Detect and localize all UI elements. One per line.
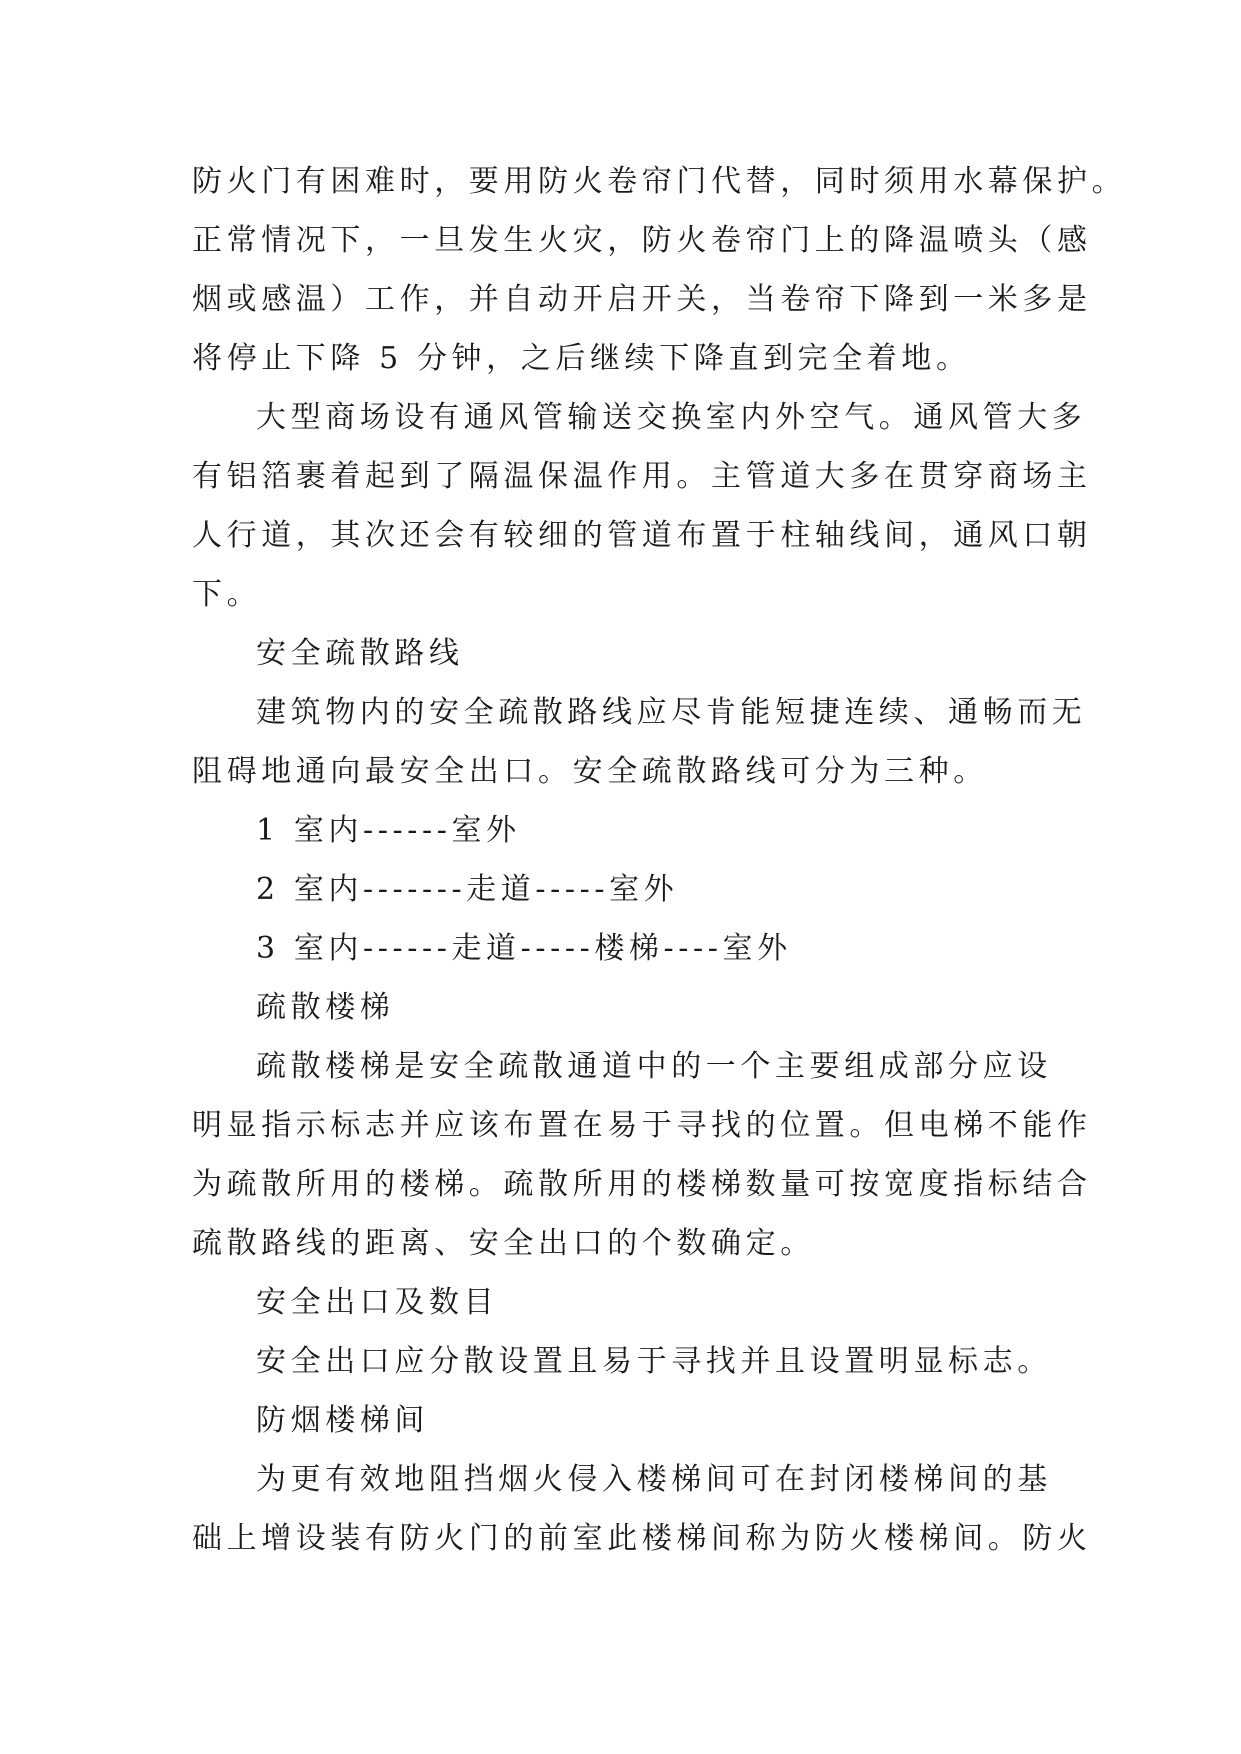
paragraph-first-line: 疏散楼梯是安全疏散通道中的一个主要组成部分应设 [256, 1049, 1052, 1084]
body-text-line: 有铝箔裹着起到了隔温保温作用。主管道大多在贯穿商场主 [192, 459, 1092, 494]
paragraph-first-line: 大型商场设有通风管输送交换室内外空气。通风管大多 [256, 400, 1087, 435]
body-text-line: 将停止下降 5 分钟，之后继续下降直到完全着地。 [192, 341, 971, 376]
paragraph-first-line: 建筑物内的安全疏散路线应尽肯能短捷连续、通畅而无 [256, 695, 1087, 730]
body-text-line: 疏散路线的距离、安全出口的个数确定。 [192, 1226, 815, 1261]
route-item: 3 室内------走道-----楼梯----室外 [256, 931, 792, 966]
route-item: 2 室内-------走道-----室外 [256, 872, 679, 907]
body-text-line: 烟或感温）工作，并自动开启开关，当卷帘下降到一米多是 [192, 282, 1092, 317]
section-heading: 安全疏散路线 [256, 636, 464, 671]
section-heading: 安全出口及数目 [256, 1285, 499, 1320]
body-text-line: 防火门有困难时，要用防火卷帘门代替，同时须用水幕保护。 [192, 164, 1127, 199]
paragraph-first-line: 安全出口应分散设置且易于寻找并且设置明显标志。 [256, 1344, 1052, 1379]
section-heading: 疏散楼梯 [256, 990, 395, 1025]
body-text-line: 正常情况下，一旦发生火灾，防火卷帘门上的降温喷头（感 [192, 223, 1092, 258]
document-page [192, 152, 1127, 1568]
section-heading: 防烟楼梯间 [256, 1403, 429, 1438]
body-text-line: 下。 [192, 577, 262, 612]
paragraph-first-line: 为更有效地阻挡烟火侵入楼梯间可在封闭楼梯间的基 [256, 1462, 1052, 1497]
body-text-line: 为疏散所用的楼梯。疏散所用的楼梯数量可按宽度指标结合 [192, 1167, 1092, 1202]
body-text-line: 础上增设装有防火门的前室此楼梯间称为防火楼梯间。防火 [192, 1521, 1092, 1556]
body-text-line: 人行道，其次还会有较细的管道布置于柱轴线间，通风口朝 [192, 518, 1092, 553]
body-text-line: 阻碍地通向最安全出口。安全疏散路线可分为三种。 [192, 754, 988, 789]
route-item: 1 室内------室外 [256, 813, 521, 848]
body-text-line: 明显指示标志并应该布置在易于寻找的位置。但电梯不能作 [192, 1108, 1092, 1143]
